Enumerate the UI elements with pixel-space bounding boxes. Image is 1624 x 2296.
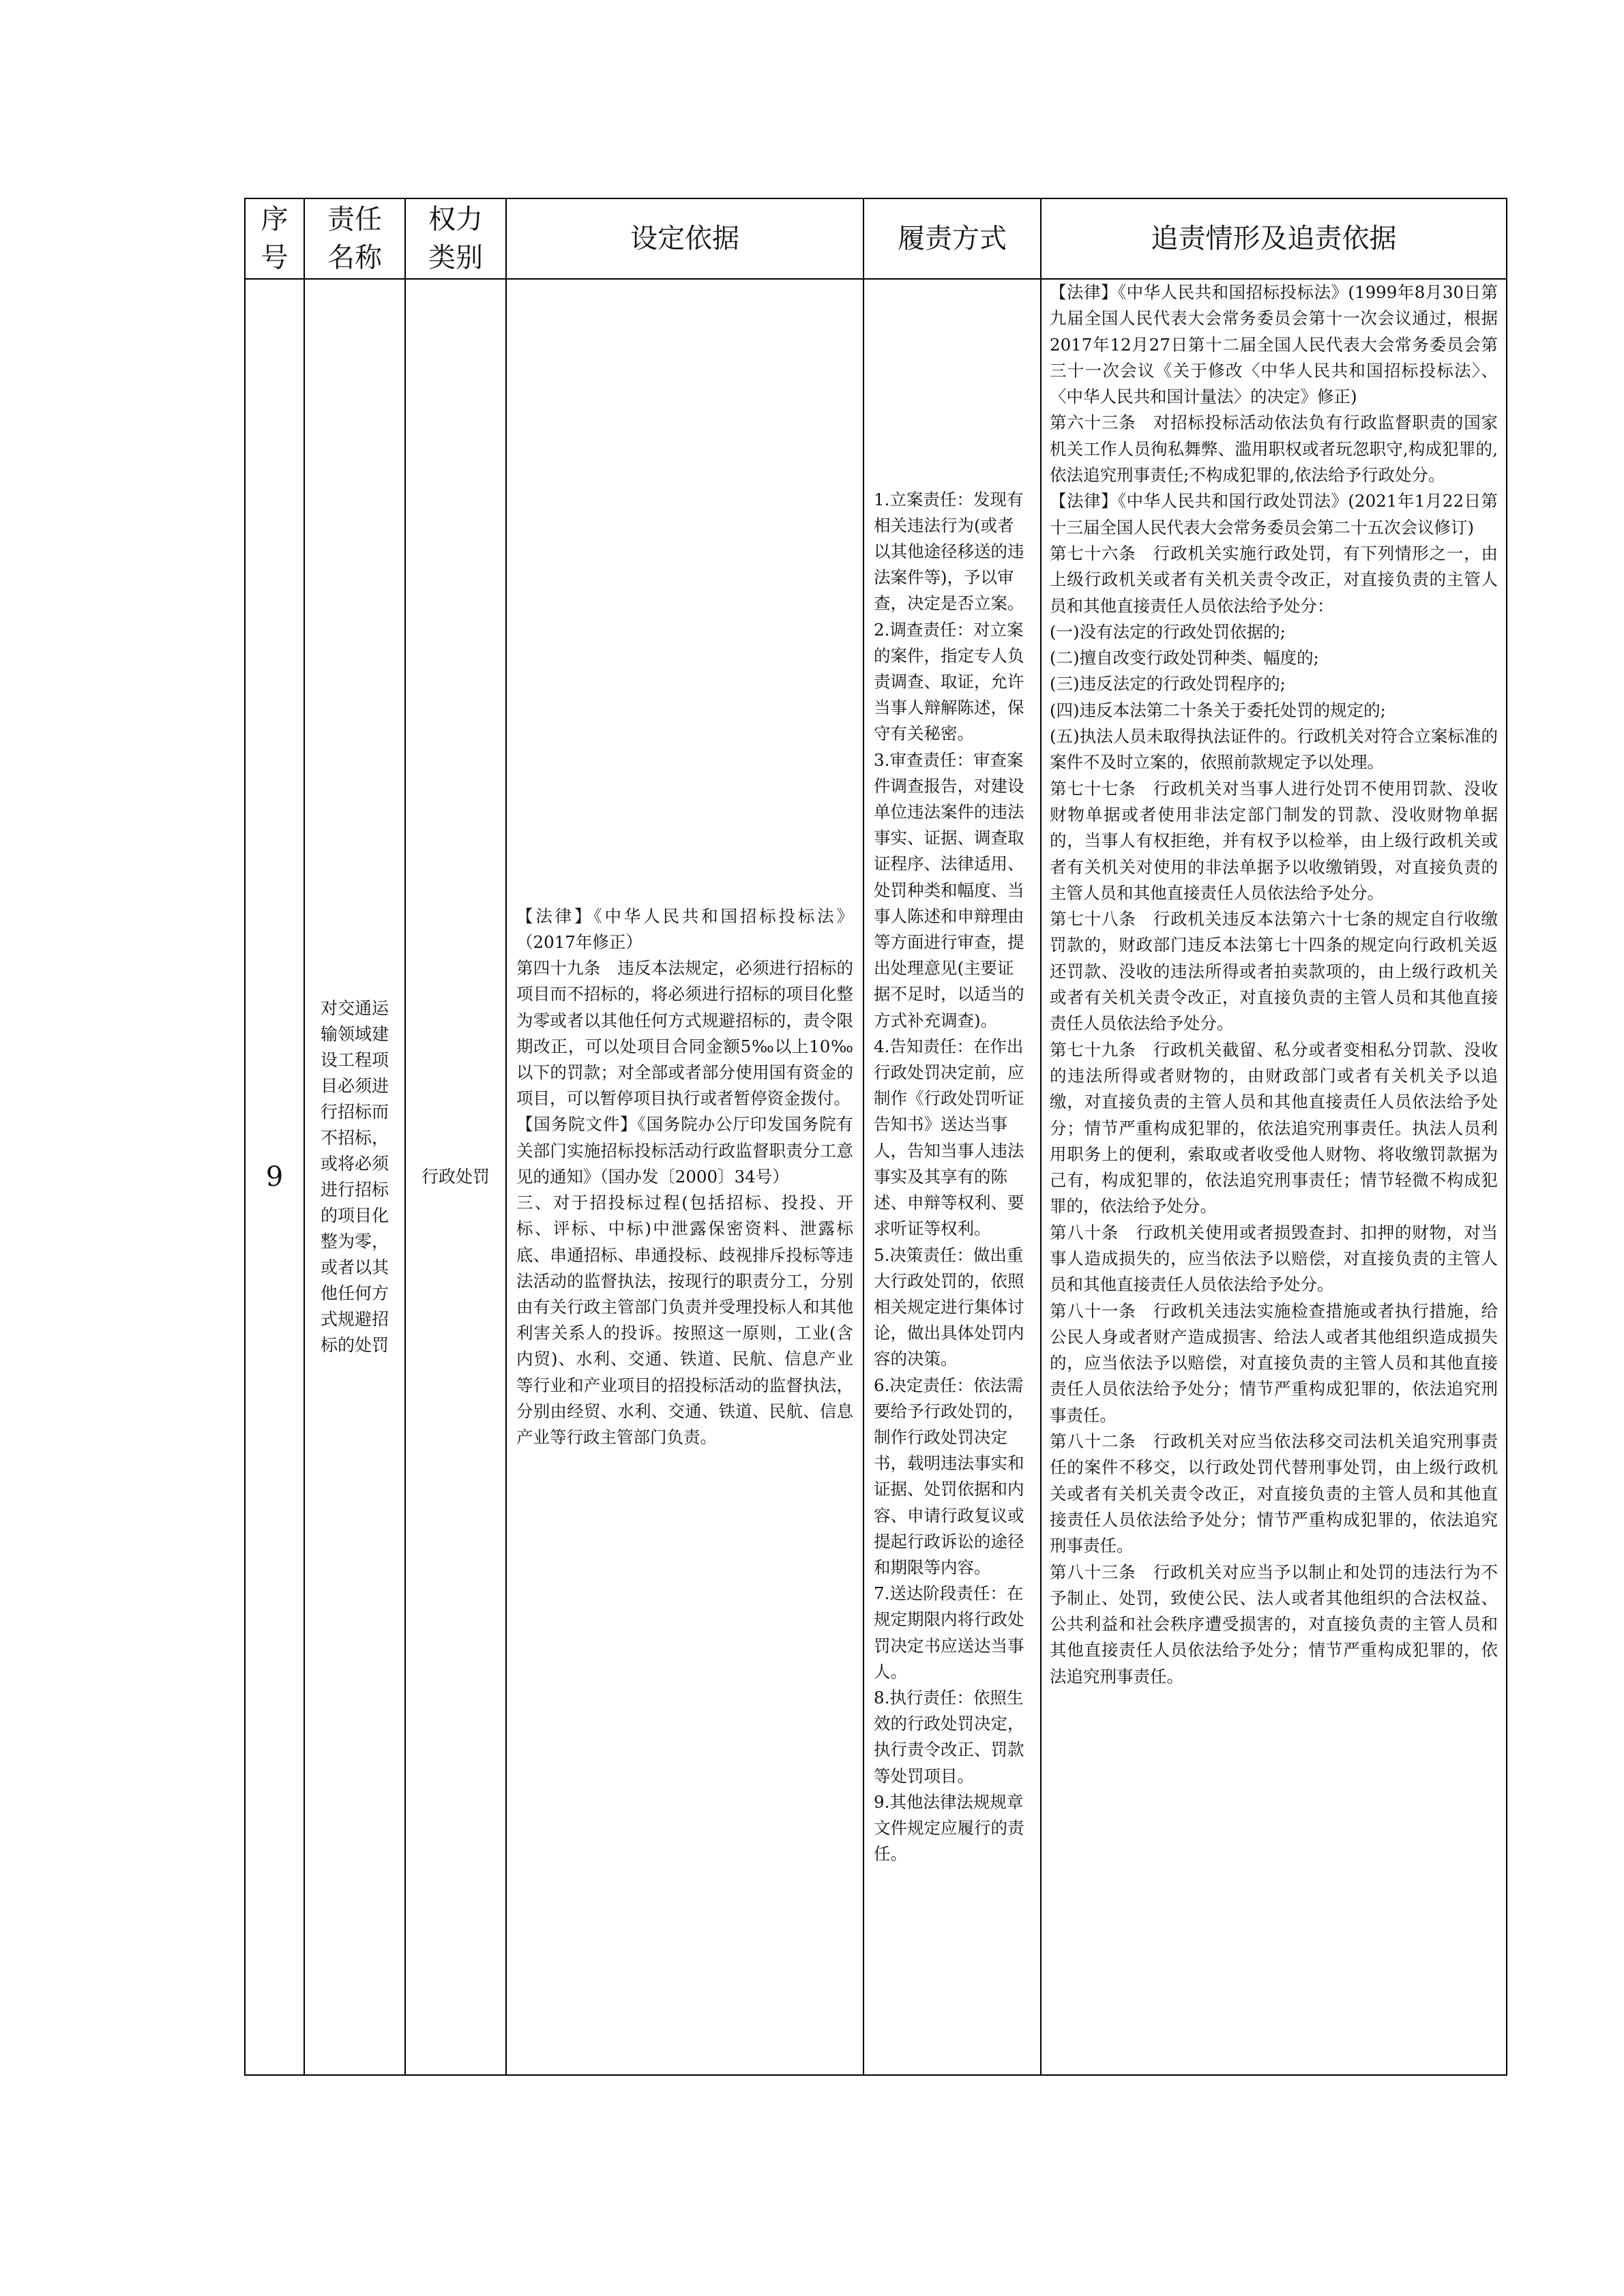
header-row [245, 198, 1507, 279]
accountability-paragraph: 第六十三条 对招标投标活动依法负有行政监督职责的国家机关工作人员徇私舞弊、滥用职权或者玩忽职守,构成犯罪的,依法追究刑事责任;不构成犯罪的,依法给予行政处分。 [1050, 413, 1498, 486]
accountability-paragraph: 第八十条 行政机关使用或者损毁查封、扣押的财物，对当事人造成损失的，应当依法予以赔偿，对直接负责的主管人员和其他直接责任人员依法给予处分。 [1050, 1222, 1498, 1295]
header-category: 权力类别 [405, 198, 506, 279]
basis-paragraph: 【法律】《中华人民共和国招标投标法》（2017年修正） [516, 906, 853, 953]
duty-item: 4.告知责任：在作出行政处罚决定前，应制作《行政处罚听证告知书》送达当事人，告知当事人违法事实及其享有的陈述、申辩等权利、要求听证等权利。 [874, 1036, 1024, 1239]
accountability-cell [1041, 279, 1507, 2075]
accountability-paragraph: (三)违反法定的行政处罚程序的; [1050, 674, 1286, 694]
accountability-paragraph: (五)执法人员未取得执法证件的。行政机关对符合立案标准的案件不及时立案的，依照前款规定予以处理。 [1050, 726, 1498, 773]
accountability-paragraph: 第七十六条 行政机关实施行政处罚，有下列情形之一，由上级行政机关或者有关机关责令改正，对直接负责的主管人员和其他直接责任人员依法给予处分： [1050, 543, 1498, 616]
accountability-paragraph: 【法律】《中华人民共和国招标投标法》(1999年8月30日第九届全国人民代表大会常务委员会第十一次会议通过，根据2017年12月27日第十二届全国人民代表大会常务委员会第三十一次会议《关于修改〈中华人民共和国招标投标法〉、〈中华人民共和国计量法〉的决定》修正) [1050, 282, 1498, 407]
header-accountability: 追责情形及追责依据 [1041, 198, 1507, 279]
header-basis: 设定依据 [506, 198, 863, 279]
accountability-paragraph: 第八十三条 行政机关对应当予以制止和处罚的违法行为不予制止、处罚，致使公民、法人或者其他组织的合法权益、公共利益和社会秩序遭受损害的，对直接负责的主管人员和其他直接责任人员依法给予处分；情节严重构成犯罪的，依法追究刑事责任。 [1050, 1562, 1498, 1686]
accountability-paragraph: 【法律】《中华人民共和国行政处罚法》(2021年1月22日第十三届全国人民代表大会常务委员会第二十五次会议修订) [1050, 491, 1498, 537]
duty-method-cell [863, 279, 1041, 2075]
accountability-paragraph: (二)擅自改变行政处罚种类、幅度的; [1050, 648, 1319, 668]
responsibility-table [244, 198, 1507, 2076]
legal-basis-cell [506, 279, 863, 2075]
header-duty: 履责方式 [863, 198, 1041, 279]
basis-paragraph: 三、对于招投标过程(包括招标、投投、开标、评标、中标)中泄露保密资料、泄露标底、串通招标、串通投标、歧视排斥投标等违法活动的监督执法，按现行的职责分工，分别由有关行政主管部门负责并受理投标人和其他利害关系人的投诉。按照这一原则，工业(含内贸)、水利、交通、铁道、民航、信息产业等行业和产业项目的招投标活动的监督执法，分别由经贸、水利、交通、铁道、民航、信息产业等行政主管部门负责。 [516, 1193, 853, 1447]
responsibility-name: 对交通运输领域建设工程项目必须进行招标而不招标，或将必须进行招标的项目化整为零，或者以其他任何方式规避招标的处罚 [304, 279, 405, 2075]
accountability-paragraph: 第八十二条 行政机关对应当依法移交司法机关追究刑事责任的案件不移交，以行政处罚代替刑事处罚，由上级行政机关或者有关机关责令改正，对直接负责的主管人员和其他直接责任人员依法给予处分；情节严重构成犯罪的，依法追究刑事责任。 [1050, 1431, 1498, 1556]
basis-paragraph: 【国务院文件】《国务院办公厅印发国务院有关部门实施招标投标活动行政监督职责分工意见的通知》（国办发〔2000〕34号） [516, 1114, 853, 1187]
duty-item: 6.决定责任：依法需要给予行政处罚的，制作行政处罚决定书，载明违法事实和证据、处罚依据和内容、申请行政复议或提起行政诉讼的途径和期限等内容。 [874, 1375, 1024, 1577]
accountability-paragraph: (一)没有法定的行政处罚依据的; [1050, 621, 1286, 642]
accountability-paragraph: 第七十八条 行政机关违反本法第六十七条的规定自行收缴罚款的，财政部门违反本法第七十四条的规定向行政机关返还罚款、没收的违法所得或者拍卖款项的，由上级行政机关或者有关机关责令改正，对直接负责的主管人员和其他直接责任人员依法给予处分。 [1050, 909, 1498, 1034]
accountability-paragraph: 第七十九条 行政机关截留、私分或者变相私分罚款、没收的违法所得或者财物的，由财政部门或者有关机关予以追缴，对直接负责的主管人员和其他直接责任人员依法给予处分；情节严重构成犯罪的，依法追究刑事责任。执法人员利用职务上的便利，索取或者收受他人财物、将收缴罚款据为己有，构成犯罪的，依法追究刑事责任；情节轻微不构成犯罪的，依法给予处分。 [1050, 1039, 1498, 1217]
power-category: 行政处罚 [405, 279, 506, 2075]
table-row [245, 279, 1507, 2075]
duty-item: 7.送达阶段责任：在规定期限内将行政处罚决定书应送达当事人。 [874, 1583, 1024, 1682]
accountability-paragraph: 第七十七条 行政机关对当事人进行处罚不使用罚款、没收财物单据或者使用非法定部门制发的罚款、没收财物单据的，当事人有权拒绝，并有权予以检举，由上级行政机关或者有关机关对使用的非法单据予以收缴销毁，对直接负责的主管人员和其他直接责任人员依法给予处分。 [1050, 778, 1498, 903]
accountability-paragraph: 第八十一条 行政机关违法实施检查措施或者执行措施，给公民人身或者财产造成损害、给法人或者其他组织造成损失的，应当依法予以赔偿，对直接负责的主管人员和其他直接责任人员依法给予处分；情节严重构成犯罪的，依法追究刑事责任。 [1050, 1300, 1498, 1425]
duty-item: 1.立案责任：发现有相关违法行为(或者以其他途径移送的违法案件等)，予以审查，决定是否立案。 [874, 489, 1024, 614]
duty-item: 8.执行责任：依照生效的行政处罚决定，执行责令改正、罚款等处罚项目。 [874, 1687, 1024, 1786]
header-name: 责任名称 [304, 198, 405, 279]
header-number: 序号 [245, 198, 304, 279]
duty-item: 3.审查责任：审查案件调查报告，对建设单位违法案件的违法事实、证据、调查取证程序、法律适用、处罚种类和幅度、当事人陈述和申辩理由等方面进行审查，提出处理意见(主要证据不足时，以适当的方式补充调查)。 [874, 749, 1024, 1030]
accountability-paragraph: (四)违反本法第二十条关于委托处罚的规定的; [1050, 700, 1386, 720]
basis-paragraph: 第四十九条 违反本法规定，必须进行招标的项目而不招标的，将必须进行招标的项目化整为零或者以其他任何方式规避招标的，责令限期改正，可以处项目合同金额5‰以上10‰以下的罚款；对全部或者部分使用国有资金的项目，可以暂停项目执行或者暂停资金拨付。 [516, 958, 853, 1109]
duty-item: 9.其他法律法规规章文件规定应履行的责任。 [874, 1791, 1024, 1864]
row-number: 9 [245, 279, 304, 2075]
duty-item: 2.调查责任：对立案的案件，指定专人负责调查、取证，允许当事人辩解陈述，保守有关秘密。 [874, 619, 1024, 744]
duty-item: 5.决策责任：做出重大行政处罚的，依照相关规定进行集体讨论，做出具体处罚内容的决策。 [874, 1244, 1024, 1369]
